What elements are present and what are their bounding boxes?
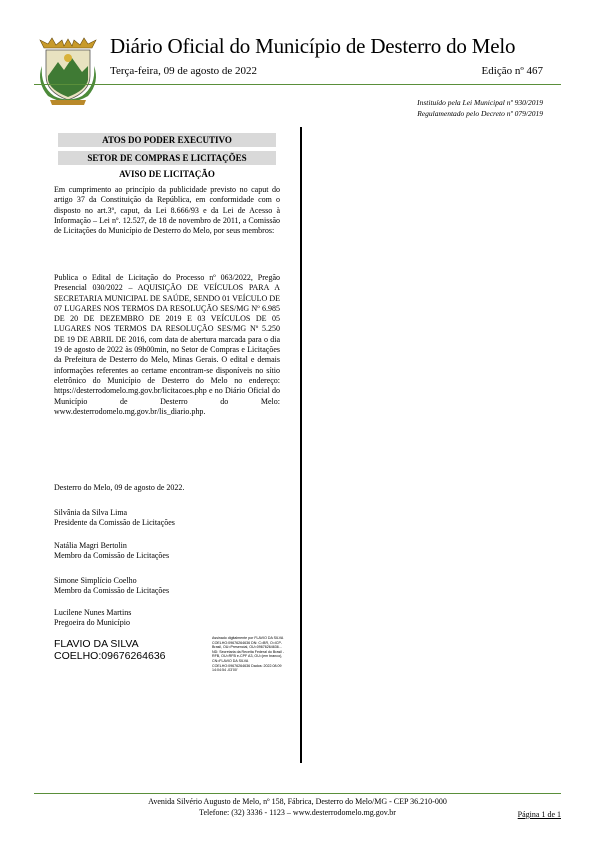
- signatory-3: [54, 576, 280, 596]
- signatory-role: Pregoeira do Município: [54, 618, 130, 627]
- section-banner-procurement: SETOR DE COMPRAS E LICITAÇÕES: [58, 151, 276, 165]
- signature-name: FLAVIO DA SILVA COELHO:09676264636: [54, 638, 166, 662]
- signatory-role: Membro da Comissão de Licitações: [54, 551, 170, 560]
- footer-rule: [34, 793, 561, 794]
- intro-paragraph: Em cumprimento ao princípio da publicidade previsto no caput do artigo 37 da Constituição da República, em conformidade com o disposto no art.3º, caput, da Lei 8.666/93 e da Lei de Acesso à Informação – Lei nº. 12.527, de 18 de novembro de 2011, a Comissão de Licitações do Município de Desterro do Melo, por seus membros:: [54, 185, 280, 236]
- signatory-1: [54, 508, 280, 528]
- notice-heading: AVISO DE LICITAÇÃO: [119, 169, 215, 179]
- publication-date: Terça-feira, 09 de agosto de 2022: [110, 65, 258, 77]
- column-divider: [300, 127, 302, 763]
- regulation-decree: Regulamentado pelo Decreto nº 079/2019: [417, 109, 543, 118]
- footer-address: Avenida Silvério Augusto de Melo, nº 158, Fábrica, Desterro do Melo/MG - CEP 36.210-000: [148, 797, 447, 806]
- institution-law: Instituído pela Lei Municipal nº 930/2019: [417, 98, 543, 107]
- signatory-role: Membro da Comissão de Licitações: [54, 586, 170, 595]
- signatory-name: Simone Simplício Coelho: [54, 576, 137, 585]
- signatory-name: Natália Magri Bertolin: [54, 541, 127, 550]
- coat-of-arms-logo: [34, 36, 102, 106]
- section-banner-executive: ATOS DO PODER EXECUTIVO: [58, 133, 276, 147]
- footer-contact: Telefone: (32) 3336 - 1123 – www.desterrodomelo.mg.gov.br: [199, 808, 396, 817]
- signatory-role: Presidente da Comissão de Licitações: [54, 518, 175, 527]
- header-rule: [34, 84, 561, 85]
- signatory-name: Silvânia da Silva Lima: [54, 508, 128, 517]
- place-date: Desterro do Melo, 09 de agosto de 2022.: [54, 483, 185, 492]
- notice-paragraph: Publica o Edital de Licitação do Processo nº 063/2022, Pregão Presencial 030/2022 – AQUISIÇÃO DE VEÍCULOS PARA A SECRETARIA MUNICIPAL DE SAÚDE, SENDO 01 VEÍCULO DE 07 LUGARES NOS TERMOS DA RESOLUÇÃO SES/MG Nº 6.985 DE 20 DE DEZEMBRO DE 2019 E 03 VEÍCULOS DE 05 LUGARES NOS TERMOS DA RESOLUÇÃO SES/MG Nº 5.250 DE 19 DE ABRIL DE 2016, com data de abertura marcada para o dia 19 de agosto de 2022 às 09h00min, no Setor de Compras e Licitações da Prefeitura de Desterro do Melo, Minas Gerais. O edital e demais informações referentes ao certame encontram-se disponíveis no sítio eletrônico do Município de Desterro do Melo no endereço: https://desterrodomelo.mg.gov.br/licitacoes.php e no Diário Oficial do Município de Desterro do Melo: www.desterrodomelo.mg.gov.br/lis_diario.php.: [54, 273, 280, 416]
- signatory-name: Lucilene Nunes Martins: [54, 608, 132, 617]
- signatory-4: [54, 608, 280, 628]
- page-number: Página 1 de 1: [517, 810, 561, 819]
- digital-signature: [54, 636, 284, 672]
- edition-number: Edição nº 467: [481, 65, 543, 77]
- newspaper-title: Diário Oficial do Município de Desterro do Melo: [110, 34, 516, 58]
- signatory-2: [54, 541, 280, 561]
- signature-metadata: Assinado digitalmente por FLAVIO DA SILVA COELHO:09676264636 DN: C=BR, O=ICP-Brasil, OU=Presencial, OU=09676264636... ND: Secretaria da Receita Federal do Brasil - RFB, OU=RFB e-CPF A3, OU=(em branco), CN=FLAVIO DA SILVA COELHO:09676264636 Dados: 2022.08.09 14:04:54 -03'00': [212, 636, 285, 673]
